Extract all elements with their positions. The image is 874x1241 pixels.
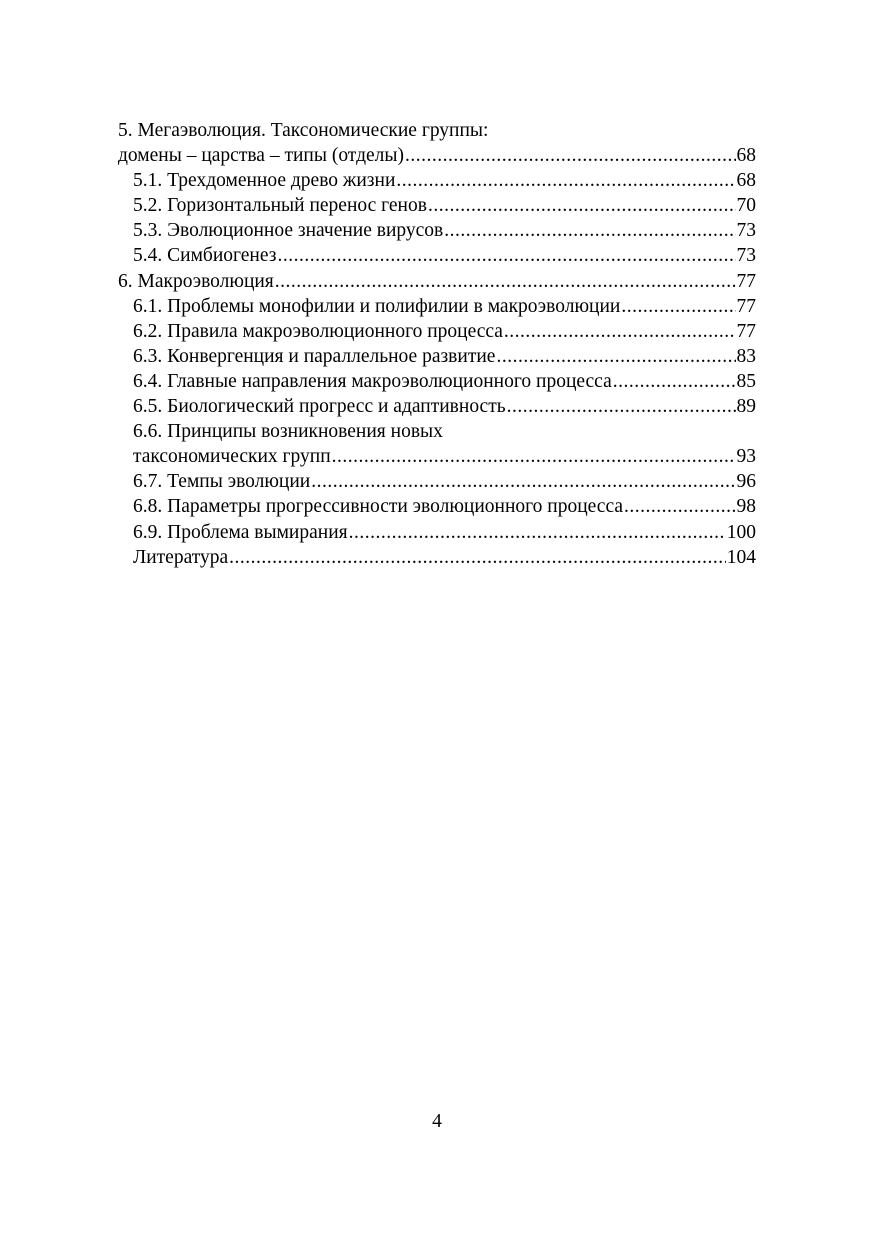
toc-entry-title: 5.1. Трехдоменное древо жизни xyxy=(133,170,396,192)
dot-leader xyxy=(444,218,735,243)
toc-entry-6-9[interactable] xyxy=(118,520,756,545)
toc-entry-6-4[interactable] xyxy=(118,369,756,394)
toc-entry-title: 6.3. Конвергенция и параллельное развитие xyxy=(133,345,496,367)
toc-entry-6-3[interactable] xyxy=(118,344,756,369)
toc-entry-title: таксономических групп xyxy=(133,446,331,468)
toc-entry-6-7[interactable] xyxy=(118,469,756,494)
dot-leader xyxy=(229,545,726,570)
dot-leader xyxy=(428,193,736,218)
toc-entry-title: 6.6. Принципы возникновения новых xyxy=(133,421,443,443)
toc-entry-page: 77 xyxy=(736,270,756,292)
dot-leader xyxy=(349,520,726,545)
toc-entry-title: 6. Макроэволюция xyxy=(118,270,274,292)
toc-entry-page: 73 xyxy=(736,220,756,242)
toc-entry-page: 68 xyxy=(736,170,756,192)
toc-entry-5-3[interactable] xyxy=(118,218,756,243)
toc-entry-title: 6.1. Проблемы монофилии и полифилии в макроэволюции xyxy=(133,295,621,317)
toc-entry-5-4[interactable] xyxy=(118,243,756,268)
toc-entry-title: 5. Мегаэволюция. Таксономические группы: xyxy=(118,120,489,141)
toc-entry-5-heading xyxy=(118,118,756,143)
toc-entry-6-2[interactable] xyxy=(118,319,756,344)
toc-entry-5-2[interactable] xyxy=(118,193,756,218)
toc-entry-5[interactable] xyxy=(118,143,756,168)
toc-entry-page: 85 xyxy=(736,370,756,392)
dot-leader xyxy=(624,494,735,519)
toc-entry-page: 100 xyxy=(726,521,756,543)
toc-entry-literature[interactable] xyxy=(118,545,756,570)
toc-entry-page: 89 xyxy=(736,396,756,418)
page-number: 4 xyxy=(432,1111,442,1132)
dot-leader xyxy=(504,319,736,344)
toc-entry-page: 83 xyxy=(736,345,756,367)
toc-entry-page: 77 xyxy=(736,295,756,317)
toc-entry-title: 6.4. Главные направления макроэволюционного процесса xyxy=(133,370,612,392)
toc-entry-title: 6.2. Правила макроэволюционного процесса xyxy=(133,320,503,342)
dot-leader xyxy=(613,369,736,394)
toc-entry-title: домены – царства – типы (отделы) xyxy=(118,145,404,167)
toc-entry-page: 104 xyxy=(726,546,756,568)
toc-entry-title: 6.7. Темпы эволюции xyxy=(133,471,311,493)
toc-entry-page: 93 xyxy=(736,446,756,468)
dot-leader xyxy=(277,243,735,268)
toc-entry-page: 70 xyxy=(736,195,756,217)
toc-entry-page: 77 xyxy=(736,320,756,342)
toc-entry-6-6[interactable] xyxy=(118,444,756,469)
toc-entry-page: 96 xyxy=(736,471,756,493)
table-of-contents xyxy=(118,118,756,570)
toc-entry-5-1[interactable] xyxy=(118,168,756,193)
toc-entry-title: 6.9. Проблема вымирания xyxy=(133,521,348,543)
toc-entry-6[interactable] xyxy=(118,269,756,294)
toc-entry-title: 6.5. Биологический прогресс и адаптивность xyxy=(133,396,506,418)
toc-entry-6-1[interactable] xyxy=(118,294,756,319)
dot-leader xyxy=(621,294,735,319)
toc-entry-title: 5.3. Эволюционное значение вирусов xyxy=(133,220,444,242)
dot-leader xyxy=(311,469,735,494)
toc-entry-title: 5.2. Горизонтальный перенос генов xyxy=(133,195,427,217)
toc-entry-title: 5.4. Симбиогенез xyxy=(133,245,277,267)
dot-leader xyxy=(405,143,736,168)
dot-leader xyxy=(332,444,736,469)
toc-entry-title: Литература xyxy=(133,546,229,568)
toc-entry-6-5[interactable] xyxy=(118,394,756,419)
dot-leader xyxy=(396,168,735,193)
dot-leader xyxy=(275,269,736,294)
toc-entry-6-8[interactable] xyxy=(118,494,756,519)
toc-entry-page: 68 xyxy=(736,145,756,167)
toc-entry-6-6-heading xyxy=(118,419,756,444)
toc-entry-title: 6.8. Параметры прогрессивности эволюционного процесса xyxy=(133,496,624,518)
dot-leader xyxy=(496,344,735,369)
dot-leader xyxy=(507,394,736,419)
toc-entry-page: 98 xyxy=(736,496,756,518)
toc-entry-page: 73 xyxy=(736,245,756,267)
